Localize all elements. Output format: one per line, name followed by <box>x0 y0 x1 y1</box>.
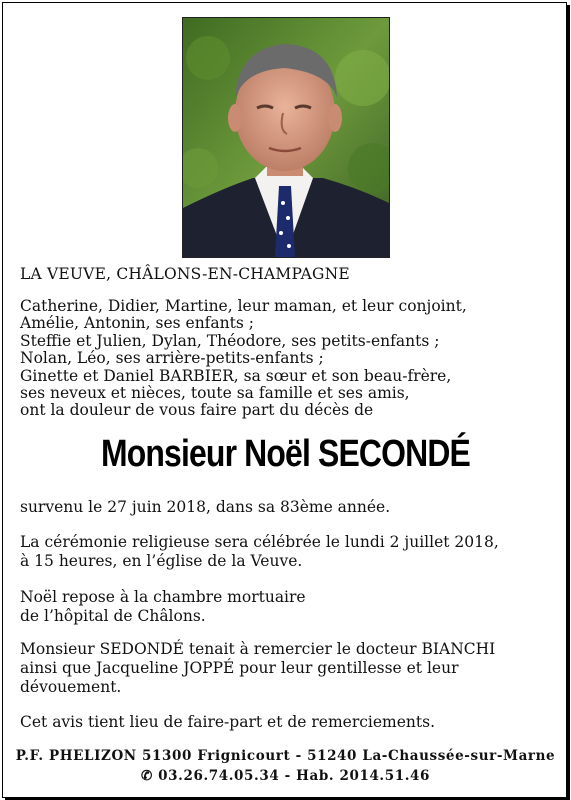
rest-location <box>20 588 306 626</box>
ceremony-line: à 15 heures, en l’église de la Veuve. <box>20 552 303 570</box>
rest-line: de l’hôpital de Châlons. <box>20 607 206 625</box>
rest-line: Noël repose à la chambre mortuaire <box>20 588 306 606</box>
thanks-line: dévouement. <box>20 678 122 696</box>
portrait-photo <box>182 17 390 258</box>
ceremony-info <box>20 533 499 571</box>
thanks-line: ainsi que Jacqueline JOPPÉ pour leur gentillesse et leur <box>20 659 459 677</box>
ceremony-line: La cérémonie religieuse sera célébrée le lundi 2 juillet 2018, <box>20 533 499 551</box>
family-line: Amélie, Antonin, ses enfants ; <box>20 314 254 333</box>
town-line: LA VEUVE, CHÂLONS-EN-CHAMPAGNE <box>20 265 350 283</box>
thanks-line: Monsieur SEDONDÉ tenait à remercier le docteur BIANCHI <box>20 640 496 658</box>
family-list <box>20 298 467 420</box>
date-of-death <box>20 498 390 517</box>
thanks-paragraph <box>20 640 495 697</box>
family-line: ont la douleur de vous faire part du décès de <box>20 401 374 420</box>
family-line: Nolan, Léo, ses arrière-petits-enfants ; <box>20 349 324 368</box>
date-of-death-text: survenu le 27 juin 2018, dans sa 83ème année. <box>20 498 391 516</box>
deceased-name: Monsieur Noël SECONDÉ <box>100 433 470 475</box>
notice-text: Cet avis tient lieu de faire-part et de remerciements. <box>20 713 436 731</box>
family-line: ses neveux et nièces, toute sa famille et ses amis, <box>20 384 410 403</box>
family-line: Catherine, Didier, Martine, leur maman, et leur conjoint, <box>20 297 467 315</box>
funeral-home-address: P.F. PHELIZON 51300 Frignicourt - 51240 La-Chaussée-sur-Marne <box>15 748 556 764</box>
family-line: Ginette et Daniel BARBIER, sa sœur et son beau-frère, <box>20 366 452 385</box>
family-line: Steffie et Julien, Dylan, Théodore, ses petits-enfants ; <box>20 331 440 350</box>
funeral-home-phone: ✆ 03.26.74.05.34 - Hab. 2014.51.46 <box>140 768 431 784</box>
notice-statement <box>20 713 435 732</box>
